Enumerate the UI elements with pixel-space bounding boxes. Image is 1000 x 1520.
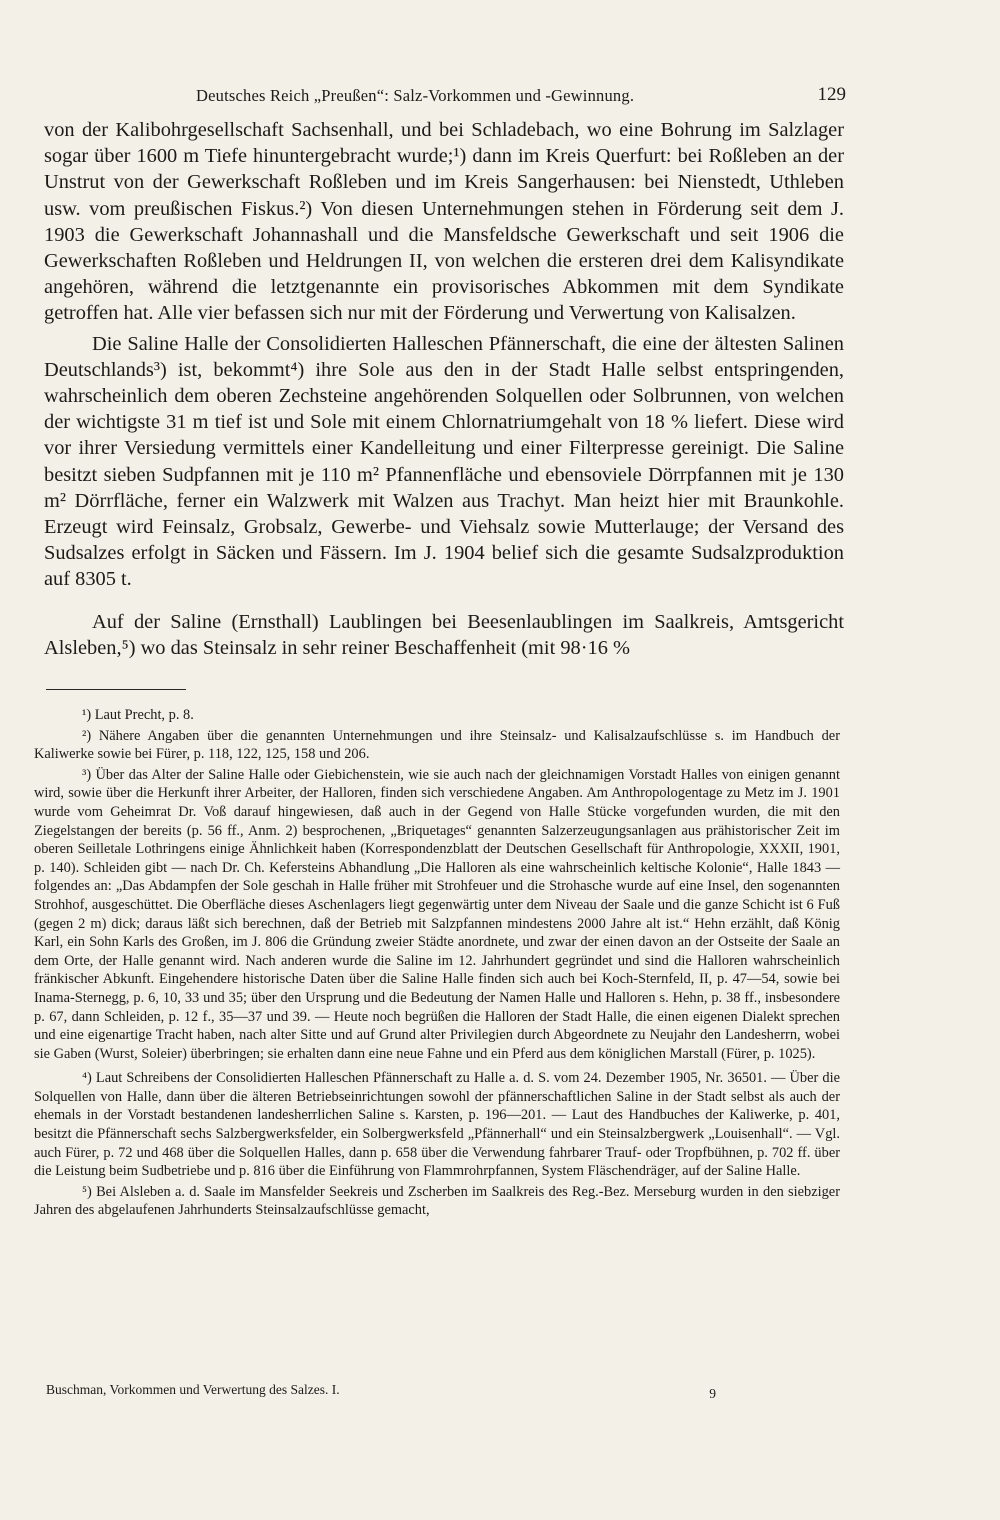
footnote-2: ²) Nähere Angaben über die genannten Unternehmungen und ihre Steinsalz- und Kalisalzaufschlüsse s. im Handbuch der Kaliwerke sowie bei Fürer, p. 118, 122, 125, 158 und 206. <box>34 727 840 763</box>
footnote-rule <box>46 689 186 690</box>
footer-author-line: Buschman, Vorkommen und Verwertung des Salzes. I. <box>46 1382 340 1397</box>
printer-signature: 9 <box>709 1386 716 1401</box>
footnote-3: ³) Über das Alter der Saline Halle oder Giebichenstein, wie sie auch nach der gleichnamigen Vorstadt Halles von einigen genannt wird, sowie über die Herkunft ihrer Arbeiter, der Halloren, finden sich verschiedene Angaben. Am Anthropologentage zu Metz im J. 1901 wurde vom Geheimrat Dr. Voß darauf hingewiesen, daß auch in der Gegend von Halle Stücke vorgefunden wurden, die mit den Ziegelstangen der bereits (p. 56 ff., Anm. 2) besprochenen, „Briquetages“ genannten Salzerzeugungsanlagen aus prähistorischer Zeit im oberen Seilletale Lothringens einige Ähnlichkeit haben (Korrespondenzblatt der Deutschen Gesellschaft für Anthropologie, XXXII, 1901, p. 140). Schleiden gibt — nach Dr. Ch. Kefersteins Abhandlung „Die Halloren als eine wahrscheinlich keltische Kolonie“, Halle 1843 — folgendes an: „Das Abdampfen der Sole geschah in Halle früher mit Strohfeuer und die Strohasche wurde auf eine Insel, den sogenannten Strohhof, ausgeschüttet. Die Oberfläche dieses Aschenlagers liegt gegenwärtig unter dem Niveau der Saale und die ganze Schicht ist 6 Fuß (gegen 2 m) dick; daraus läßt sich berechnen, daß der Betrieb mit Salzpfannen mindestens 2000 Jahre alt ist.“ Hehn erzählt, daß König Karl, ein Sohn Karls des Großen, im J. 806 die Gründung zweier Städte anordnete, und zwar der einen davon an der Ostseite der Saale an dem Orte, der Halle genannt wird. Nach anderen wurde die Saline im 12. Jahrhundert gegründet und sind die Halloren wahrscheinlich fränkischer Abkunft. Eingehendere historische Daten über die Saline Halle finden sich auch bei Koch-Sternfeld, II, p. 47—54, sowie bei Inama-Sternegg, p. 6, 10, 33 und 35; über den Ursprung und die Bedeutung der Namen Halle und Halloren s. Hehn, p. 38 ff., insbesondere p. 67, dann Schleiden, p. 12 f., 35—37 und 39. — Heute noch begrüßen die Halloren der Stadt Halle, die einen eigenen Dialekt sprechen und eine eigenartige Tracht haben, nach alter Sitte und auf Grund alter Privilegien durch Abgeordnete zu Neujahr den Landesherrn, wobei sie Gaben (Wurst, Soleier) überbringen; sie erhalten dann eine neue Fahne und ein Pferd aus dem königlichen Marstall (Fürer, p. 1025). <box>34 766 840 1062</box>
main-text <box>44 117 844 661</box>
running-head: Deutsches Reich „Preußen“: Salz-Vorkommen und -Gewinnung. <box>196 86 635 105</box>
page-number: 129 <box>817 84 846 105</box>
body-paragraph: Die Saline Halle der Consolidierten Halleschen Pfännerschaft, die eine der ältesten Salinen Deutschlands³) ist, bekommt⁴) ihre Sole aus den in der Stadt Halle selbst entspringenden, wahrscheinlich dem oberen Zechsteine angehörenden Solquellen oder Solbrunnen, von welchen der wichtigste 31 m tief ist und Sole mit einem Chlornatriumgehalt von 18 % liefert. Diese wird vor ihrer Versiedung vermittels einer Kandelleitung und einer Filterpresse gereinigt. Die Saline besitzt sieben Sudpfannen mit je 110 m² Pfannenfläche und ebensoviele Dörrpfannen mit je 130 m² Dörrfläche, ferner ein Walzwerk mit Walzen aus Trachyt. Man heizt hier mit Braunkohle. Erzeugt wird Feinsalz, Grobsalz, Gewerbe- und Viehsalz sowie Mutterlauge; der Versand des Sudsalzes erfolgt in Säcken und Fässern. Im J. 1904 belief sich die gesamte Sudsalzproduktion auf 8305 t. <box>44 332 844 591</box>
footnote-5: ⁵) Bei Alsleben a. d. Saale im Mansfelder Seekreis und Zscherben im Saalkreis des Reg.-Bez. Merseburg wurden in den siebziger Jahren des abgelaufenen Jahrhunderts Steinsalzaufschlüsse gemacht, <box>34 1183 840 1219</box>
page-header <box>196 86 846 112</box>
page-footer <box>46 1382 716 1402</box>
footnote-1: ¹) Laut Precht, p. 8. <box>82 707 194 723</box>
footnote-4: ⁴) Laut Schreibens der Consolidierten Halleschen Pfännerschaft zu Halle a. d. S. vom 24. Dezember 1905, Nr. 36501. — Über die Solquellen von Halle, dann über die älteren Betriebseinrichtungen sowohl der pfännerschaftlichen Saline in der Stadt selbst als auch der ehemals in der Vorstadt bestandenen landesherrlichen Saline s. Karsten, p. 196—201. — Laut des Handbuches der Kaliwerke, p. 401, besitzt die Pfännerschaft sechs Salzbergwerksfelder, ein Solbergwerksfeld „Pfännerhall“ und ein Steinsalzbergwerk „Louisenhall“. — Vgl. auch Fürer, p. 72 und 468 über die Solquellen Halles, dann p. 658 über die Verwendung fahrbarer Trauf- oder Tropfbühnen, p. 702 ff. über die Leistung beim Sudbetriebe und p. 816 über die Einführung von Flammrohrpfannen, System Fläschendräger, auf der Saline Halle. <box>34 1070 840 1180</box>
footnotes <box>34 706 840 1220</box>
body-paragraph: Auf der Saline (Ernsthall) Laublingen bei Beesenlaublingen im Saalkreis, Amtsgericht Alsleben,⁵) wo das Steinsalz in sehr reiner Beschaffenheit (mit 98·16 % <box>44 610 844 659</box>
body-paragraph: von der Kalibohrgesellschaft Sachsenhall, und bei Schladebach, wo eine Bohrung im Salzlager sogar über 1600 m Tiefe hinuntergebracht wurde;¹) dann im Kreis Querfurt: bei Roßleben an der Unstrut von der Gewerkschaft Roßleben und im Kreis Sangerhausen: bei Nienstedt, Uthleben usw. vom preußischen Fiskus.²) Von diesen Unternehmungen stehen in Förderung seit dem J. 1903 die Gewerkschaft Johannashall und die Mansfeldsche Gewerkschaft und seit 1906 die Gewerkschaften Roßleben und Heldrungen II, von welchen die ersteren drei dem Kalisyndikate angehören, während die letztgenannte ein provisorisches Abkommen mit dem Syndikate getroffen hat. Alle vier befassen sich nur mit der Förderung und Verwertung von Kalisalzen. <box>44 119 844 325</box>
